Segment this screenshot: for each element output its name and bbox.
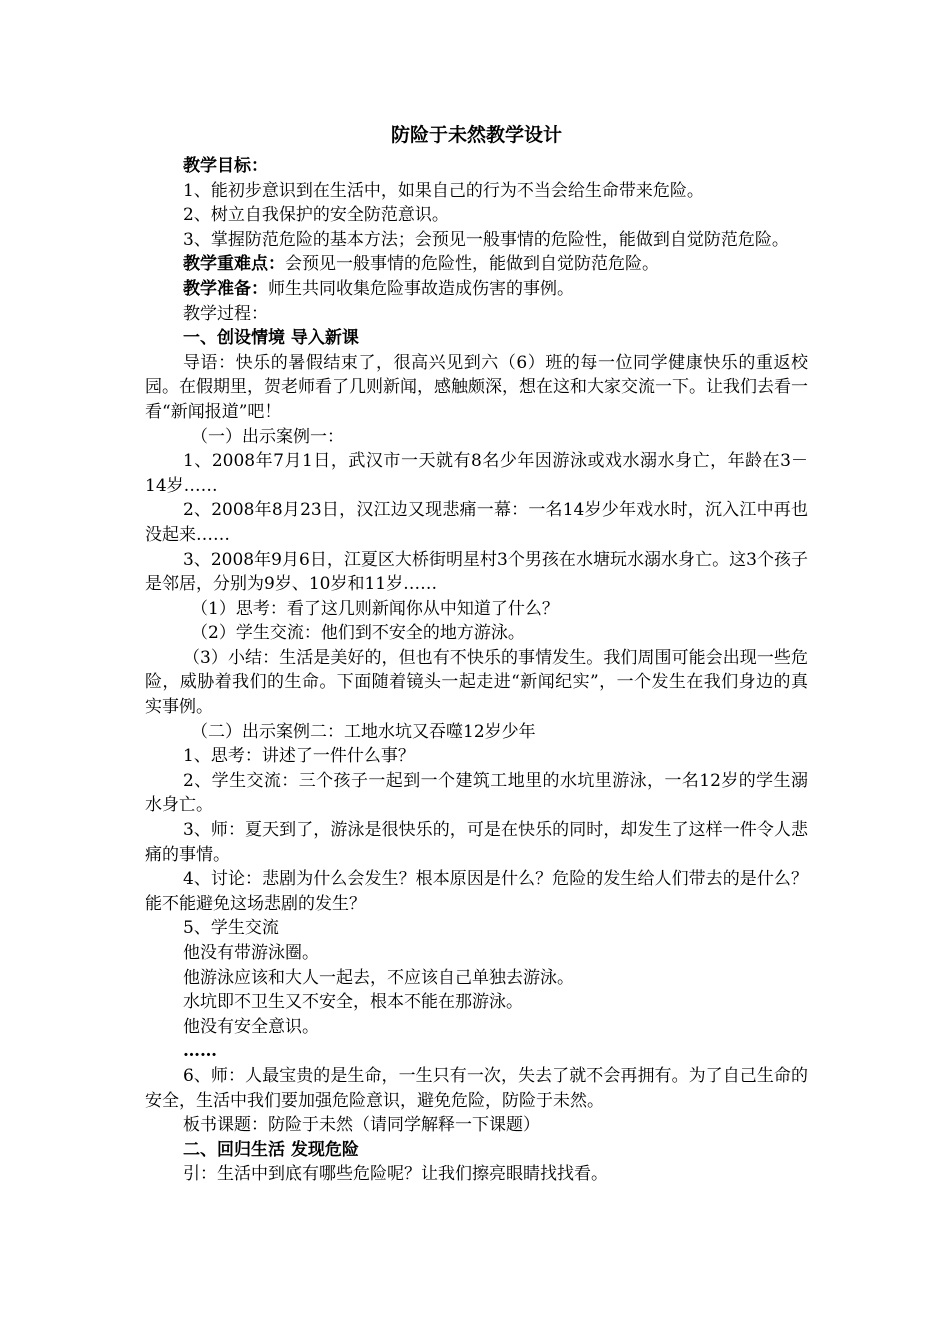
document-page: [145, 120, 808, 1187]
ellipsis-line: ……: [183, 1041, 217, 1062]
preparation-label: 教学准备：: [183, 278, 268, 299]
section-2-intro: 引：生活中到底有哪些危险呢？让我们擦亮眼睛找找看。: [183, 1164, 608, 1185]
goal-1: 1、能初步意识到在生活中，如果自己的行为不当会给生命带来危险。: [183, 180, 704, 201]
answer-2: 他游泳应该和大人一起去，不应该自己单独去游泳。: [183, 967, 574, 988]
board-title: 板书课题：防险于未然（请同学解释一下课题）: [183, 1115, 540, 1136]
section-2-heading: 二、回归生活 发现危险: [183, 1139, 359, 1160]
answer-3: 水坑即不卫生又不安全，根本不能在那游泳。: [183, 992, 523, 1013]
case-1-item-2: 2、2008年8月23日，汉江边又现悲痛一幕：一名14岁少年戏水时，沉入江中再也没起来……: [145, 500, 808, 545]
think-question: （1）思考：看了这几则新闻你从中知道了什么？: [191, 598, 559, 619]
preparation-text: 师生共同收集危险事故造成伤害的事例。: [268, 278, 574, 299]
answer-1: 他没有带游泳圈。: [183, 943, 319, 963]
case-2-item-1: 1、思考：讲述了一件什么事？: [183, 746, 415, 767]
answer-4: 他没有安全意识。: [183, 1016, 319, 1037]
goal-2: 2、树立自我保护的安全防范意识。: [183, 205, 449, 226]
goals-heading: 教学目标：: [183, 156, 268, 176]
case-2-item-3: 3、师：夏天到了，游泳是很快乐的，可是在快乐的同时，却发生了这样一件令人悲痛的事情。: [145, 820, 808, 865]
preparation: [145, 277, 808, 302]
intro-paragraph: 导语：快乐的暑假结束了，很高兴见到六（6）班的每一位同学健康快乐的重返校园。在假期里，贺老师看了几则新闻，感触颇深，想在这和大家交流一下。让我们去看一看“新闻报道”吧！: [145, 352, 808, 422]
section-1-heading: 一、创设情境 导入新课: [183, 328, 359, 349]
case-2-heading: （二）出示案例二：工地水坑又吞噬12岁少年: [191, 721, 536, 742]
case-2-item-4: 4、讨论：悲剧为什么会发生？根本原因是什么？危险的发生给人们带去的是什么？能不能避免这场悲剧的发生？: [145, 869, 808, 914]
student-exchange: （2）学生交流：他们到不安全的地方游泳。: [191, 623, 525, 644]
case-1-heading: （一）出示案例一：: [191, 426, 344, 447]
goal-3: 3、掌握防范危险的基本方法；会预见一般事情的危险性，能做到自觉防范危险。: [183, 229, 789, 250]
case-1-item-3: 3、2008年9月6日，江夏区大桥街明星村3个男孩在水塘玩水溺水身亡。这3个孩子是邻居，分别为9岁、10岁和11岁……: [145, 549, 808, 595]
document-title: 防险于未然教学设计: [390, 124, 562, 146]
case-1-item-1: 1、2008年7月1日，武汉市一天就有8名少年因游泳或戏水溺水身亡，年龄在3－14岁……: [145, 451, 808, 496]
case-2-item-6: 6、师：人最宝贵的是生命，一生只有一次，失去了就不会再拥有。为了自己生命的安全，生活中我们要加强危险意识，避免危险，防险于未然。: [145, 1065, 808, 1111]
key-points-text: 会预见一般事情的危险性，能做到自觉防范危险。: [285, 254, 659, 275]
key-points: [145, 252, 808, 277]
key-points-label: 教学重难点：: [183, 254, 285, 275]
summary-paragraph: （3）小结：生活是美好的，但也有不快乐的事情发生。我们周围可能会出现一些危险，威胁着我们的生命。下面随着镜头一起走进“新闻纪实”，一个发生在我们身边的真实事例。: [145, 647, 808, 718]
case-2-item-2: 2、学生交流：三个孩子一起到一个建筑工地里的水坑里游泳，一名12岁的学生溺水身亡。: [145, 770, 808, 816]
process-label: 教学过程：: [183, 303, 268, 324]
case-2-item-5: 5、学生交流: [183, 918, 279, 939]
